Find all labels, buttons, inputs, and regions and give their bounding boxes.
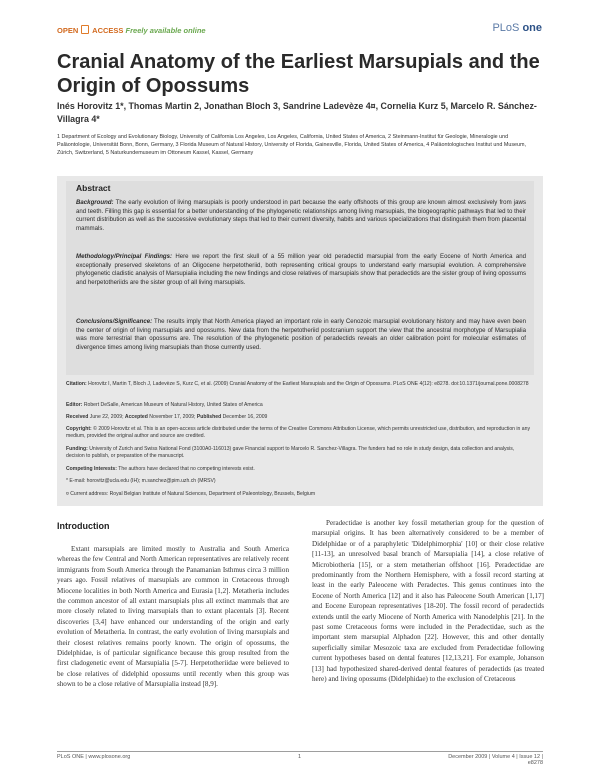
copyright-label: Copyright: <box>66 426 92 432</box>
abstract-heading: Abstract <box>76 183 111 193</box>
footer-divider <box>57 751 543 752</box>
affiliations: 1 Department of Ecology and Evolutionary Biology, University of California Los Angeles, Los Angeles, California, United States of America, 2 Steinmann-Institut für Geologie, Mineralogie und Paläontologie, Universität Bonn, Bonn, Germany, 3 Florida Museum of Natural History, University of Florida, Gainesville, Florida, United States of America, 4 Paläontologisches Institut und Museum, Zürich, Switzerland, 5 Naturkundemuseum im Ottoneum Kassel, Kassel, Germany <box>57 134 526 156</box>
abstract-methods <box>76 253 526 288</box>
current-address: ¤ Current address: Royal Belgian Institute of Natural Sciences, Department of Paleontology, Brussels, Belgium <box>66 491 316 497</box>
competing-interests <box>66 466 532 473</box>
author-list: Inés Horovitz 1*, Thomas Martin 2, Jonathan Bloch 3, Sandrine Ladevèze 4¤, Cornelia Kurz 5, Marcelo R. Sánchez-Villagra 4* <box>57 101 537 124</box>
open-access-lock-icon <box>81 25 89 34</box>
methods-label: Methodology/Principal Findings: <box>76 253 173 260</box>
conclusions-label: Conclusions/Significance: <box>76 318 153 325</box>
editor-text: Robert DeSalle, American Museum of Natural History, United States of America <box>82 402 263 408</box>
editor <box>66 402 532 409</box>
funding-label: Funding: <box>66 446 88 452</box>
published-text: December 16, 2009 <box>221 414 268 420</box>
competing-label: Competing Interests: <box>66 466 117 472</box>
body-right-column: Peradectidae is another key fossil metatherian group for the question of marsupial origins. It has been alternatively considered to be a member of Didelphidae or of a paraphyletic 'Didelphimorphia' [10] or their close relative [11-13], an unresolved basal branch of Marsupialia [14], a close relative of Microbiotheria [15], or a stem metatherian offshoot [16]. Peradectidae are predominantly from the Northern Hemisphere, with a fossil record starting at least in the early Paleocene with Peradectes. This genus continues into the Eocene of North America [12] and it also has Paleocene South American [1,17] and Eocene European representatives [18-20]. The fossil record of peradectids extends until the early Miocene of North America with Nanodelphis [21]. In the past some Cretaceous forms were included in the Peradectidae, such as the important stem marsupial Alphadon [22]. However, this and other dentally superficially similar Mesozoic taxa are excluded from Peradectidae following current hypotheses based on dental features [12,13,21]. For example, Johanson [13] had hypothesized shared-derived dental features of peradectids (as treated here) and living opossums (Didelphidae) to the exclusion of Cretaceous <box>312 519 544 684</box>
footer-issue: December 2009 | Volume 4 | Issue 12 | e8278 <box>448 754 543 766</box>
received-label: Received <box>66 414 89 420</box>
citation-text: Horovitz I, Martin T, Bloch J, Ladevèze S, Kurz C, et al. (2009) Cranial Anatomy of the Earliest Marsupials and the Origin of Opossums. PLoS ONE 4(12): e8278. doi:10.1371/journal.pone.0008278 <box>86 381 529 387</box>
funding <box>66 446 532 460</box>
logo-one: one <box>522 22 542 34</box>
abstract-conclusions <box>76 318 526 353</box>
email: * E-mail: horovitz@ucla.edu (IH); m.sanchez@pim.uzh.ch (MRSV) <box>66 478 216 484</box>
freely-available-label: Freely available online <box>125 26 206 35</box>
article-title: Cranial Anatomy of the Earliest Marsupials and the Origin of Opossums <box>57 51 540 97</box>
published-label: Published <box>196 414 222 420</box>
editor-label: Editor: <box>66 402 83 408</box>
abstract-background <box>76 199 526 234</box>
citation-label: Citation: <box>66 381 87 387</box>
logo-plos: PLoS <box>492 22 520 34</box>
competing-text: The authors have declared that no competing interests exist. <box>116 466 255 472</box>
accepted-label: Accepted <box>124 414 148 420</box>
background-text: The early evolution of living marsupials is poorly understood in part because the early offshoots of this group are known almost exclusively from jaws and teeth. Filling this gap is essential for a better understanding of the phylogenetic relationships among living marsupials, the biogeographic pathways that led to their current distribution as well as the successive evolutionary steps that led to their current diversity, habits and various specializations that distinguish them from placental mammals. <box>76 199 526 233</box>
dates <box>66 414 532 421</box>
body-left-column: Extant marsupials are limited mostly to Australia and South America whereas the few Central and North American representatives are relatively recent immigrants from South America through the Panamanian Isthmus circa 3 million years ago. Fossil relatives of marsupials are common in Cretaceous through Miocene localities in both North America and Eurasia [1,2]. Metatheria includes the common ancestor of all extant marsupials plus all extinct mammals that are more closely related to living marsupials than to extant placentals [3]. Recent discoveries [3,4] have enhanced our understanding of the origin and early evolution of Metatheria. In contrast, the early evolution of living marsupials and their closest relatives remains poorly known. The origin of opossums, the Didelphidae, is of particular significance because this group resulted from the first cladogenetic event of Marsupialia [5-7]. Herpetotheriidae were believed to be close relatives of didelphid opossums until recently when this group was shown to be a close relative of Marsupialia instead [8,9]. <box>57 545 289 689</box>
journal-logo <box>492 22 542 34</box>
methods-text: Here we report the first skull of a 55 million year old peradectid marsupial from the early Eocene of North America and exceptionally preserved skeletons of an Oligocene herpetotheriid, both representing critical groups to understand early marsupial evolution. A comprehensive phylogenetic cladistic analysis of Marsupialia including the new findings and close relatives of marsupials show that peradectids are the sister group of living opossums and herpetotheriids are the sister group of all living marsupials. <box>76 253 527 287</box>
copyright <box>66 426 532 440</box>
page-number: 1 <box>298 754 302 760</box>
received-text: June 22, 2009; <box>88 414 125 420</box>
conclusions-text: The results imply that North America played an important role in early Cenozoic marsupial evolutionary history and may have even been the center of origin of living marsupials and opossums. New data from the herpetotheriid postcranium support the view that the ancestral morphotype of Marsupialia was more terrestrial than opossums are. The resolution of the phylogenetic position of peradectids reveals an older calibration point for molecular estimates of divergence times among living marsupials than those currently used. <box>76 318 526 352</box>
footer-journal: PLoS ONE | www.plosone.org <box>57 754 131 760</box>
background-label: Background: <box>76 199 114 206</box>
access-label: ACCESS <box>92 26 124 35</box>
accepted-text: November 17, 2009; <box>147 414 197 420</box>
introduction-heading: Introduction <box>57 521 110 531</box>
citation <box>66 381 532 388</box>
open-label: OPEN <box>57 26 79 35</box>
copyright-text: © 2009 Horovitz et al. This is an open-access article distributed under the terms of the Creative Commons Attribution License, which permits unrestricted use, distribution, and reproduction in any medium, provided the original author and source are credited. <box>66 426 531 439</box>
open-access-banner <box>57 25 206 35</box>
funding-text: University of Zurich and Swiss National Fond (3100A0-116013) gave Financial support to Marcelo R. Sanchez-Villagra. The funders had no role in study design, data collection and analysis, decision to publish, or preparation of the manuscript. <box>66 446 515 459</box>
